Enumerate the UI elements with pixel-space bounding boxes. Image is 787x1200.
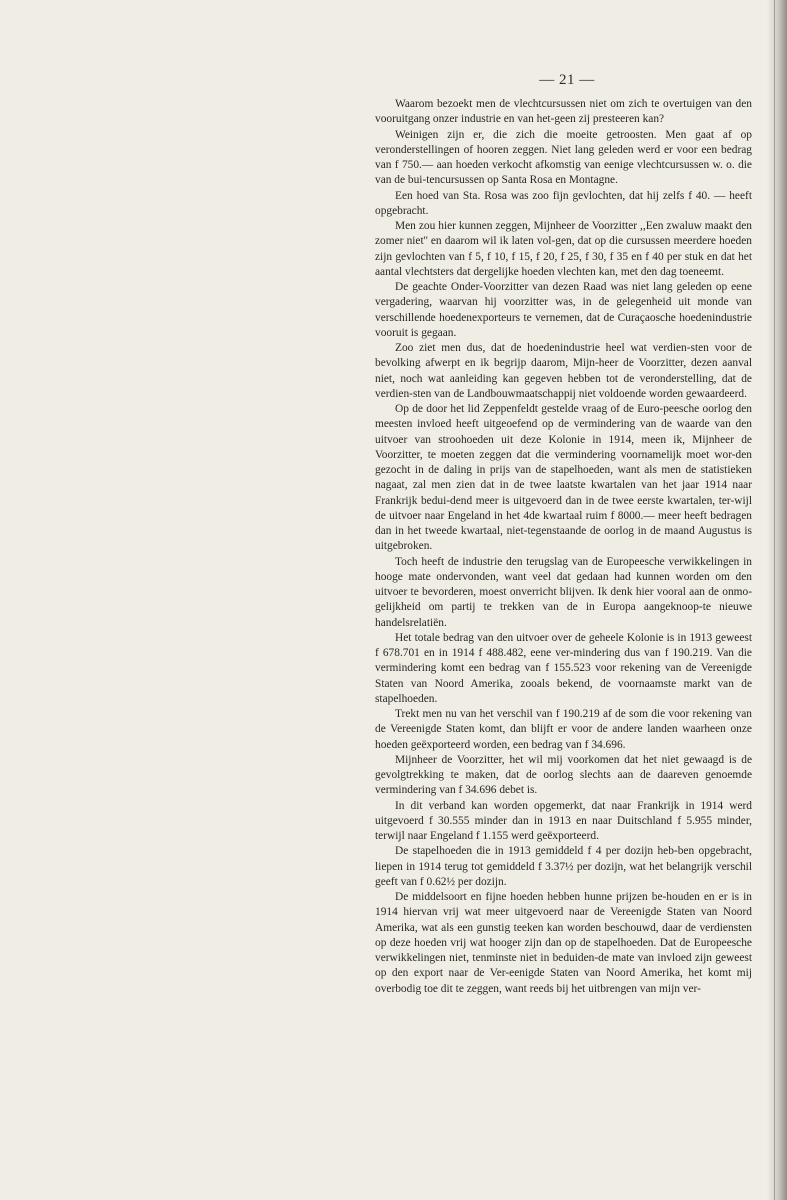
page-number: — 21 — [539, 72, 595, 88]
paragraph: Zoo ziet men dus, dat de hoedenindustrie heel wat verdien-sten voor de bevolking afwerpt en ik begrijp daarom, Mijn-heer de Voorzitter, dezen aanval niet, noch wat aanleiding kan gegeven hebben tot de veronderstelling, dat de verdien-sten van de Landbouwmaatschappij niet voldoende worden gewaardeerd. [375, 342, 752, 400]
page-edge-shadow [767, 0, 787, 1200]
paragraph: Mijnheer de Voorzitter, het wil mij voorkomen dat het niet gewaagd is de gevolgtrekking te maken, dat de oorlog slechts aan de daareven genoemde vermindering van f 34.696 debet is. [375, 753, 752, 797]
text-column [375, 97, 752, 997]
paragraph: De middelsoort en fijne hoeden hebben hunne prijzen be-houden en er is in 1914 hiervan vrij wat meer uitgevoerd naar de Vereenigde Staten van Noord Amerika, wat als een gunstig teeken kan worden beschouwd, daar de verdiensten op deze hoeden vrij wat hooger zijn dan op de stapelhoeden. Dat de Europeesche verwikkelingen niet, tenminste niet in beduiden-de mate van invloed zijn geweest op den export naar de Ver-eenigde Staten van Noord Amerika, het komt mij overbodig toe dit te zeggen, want reeds bij het uitbrengen van mijn ver- [375, 891, 752, 995]
paragraph: De geachte Onder-Voorzitter van dezen Raad was niet lang geleden op eene vergadering, waarvan hij voorzitter was, in de gelegenheid uit monde van verschillende hoedenexporteurs te vernemen, dat de Curaçaosche hoedenindustrie vooruit is gegaan. [375, 281, 752, 339]
paragraph: Toch heeft de industrie den terugslag van de Europeesche verwikkelingen in hooge mate ondervonden, want veel dat gedaan had kunnen worden om den uitvoer te bevorderen, moest onverricht blijven. Ik denk hier vooral aan de onmo-gelijkheid om partij te trekken van de in Europa aangeknoop-te nieuwe handelsrelatiën. [375, 555, 752, 629]
paragraph: Trekt men nu van het verschil van f 190.219 af de som die voor rekening van de Vereenigde Staten komt, dan blijft er voor de andere landen waarheen onze hoeden geëxporteerd worden, een bedrag van f 34.696. [375, 708, 752, 751]
paragraph: De stapelhoeden die in 1913 gemiddeld f 4 per dozijn heb-ben opgebracht, liepen in 1914 terug tot gemiddeld f 3.37½ per dozijn, wat het belangrijk verschil geeft van f 0.62½ per dozijn. [375, 845, 752, 888]
paragraph: Men zou hier kunnen zeggen, Mijnheer de Voorzitter ,,Een zwaluw maakt den zomer niet'' en daarom wil ik laten vol-gen, dat op die cursussen meerdere hoeden zijn gevlochten van f 5, f 10, f 15, f 20, f 25, f 30, f 35 en f 40 per stuk en dat het aantal vlechtsters dat dergelijke hoeden vlechten kan, met den dag toeneemt. [375, 220, 752, 278]
paragraph: Weinigen zijn er, die zich die moeite getroosten. Men gaat af op veronderstellingen of hooren zeggen. Niet lang geleden werd er voor een bedrag van f 750.— aan hoeden verkocht afkomstig van eenige vlechtcursussen w. o. die van de bui-tencursussen op Santa Rosa en Montagne. [375, 128, 752, 187]
paragraph: Waarom bezoekt men de vlechtcursussen niet om zich te overtuigen van den vooruitgang onzer industrie en van het-geen zij presteeren kan? [375, 98, 752, 126]
paragraph: Op de door het lid Zeppenfeldt gestelde vraag of de Euro-peesche oorlog den meesten invloed heeft uitgeoefend op de vermindering van de waarde van den uitvoer van stroohoeden uit deze Kolonie in 1914, meen ik, Mijnheer de Voorzitter, te moeten zeggen dat die vermindering voornamelijk moet wor-den gezocht in de daling in prijs van de stapelhoeden, want als men de statistieken nagaat, zal men zien dat in de twee laatste kwartalen van het jaar 1914 naar Frankrijk bedui-dend meer is uitgevoerd dan in de twee eerste kwartalen, ter-wijl de uitvoer naar Engeland in het 4de kwartaal ruim f 8000.— meer heeft bedragen dan in het tweede kwartaal, niet-tegenstaande de oorlog in de maand Augustus is uitgebroken. [375, 403, 752, 553]
paragraph: Het totale bedrag van den uitvoer over de geheele Kolonie is in 1913 geweest f 678.701 en in 1914 f 488.482, eene ver-mindering dus van f 190.219. Van die vermindering komt een bedrag van f 155.523 voor rekening van de Vereenigde Staten van Noord Amerika, zooals bekend, de voornaamste markt van de stapelhoeden. [375, 631, 752, 705]
paragraph: Een hoed van Sta. Rosa was zoo fijn gevlochten, dat hij zelfs f 40. — heeft opgebracht. [375, 189, 752, 217]
paragraph: In dit verband kan worden opgemerkt, dat naar Frankrijk in 1914 werd uitgevoerd f 30.555 minder dan in 1913 en naar Duitschland f 5.955 minder, terwijl naar Engeland f 1.155 werd geëxporteerd. [375, 799, 752, 842]
